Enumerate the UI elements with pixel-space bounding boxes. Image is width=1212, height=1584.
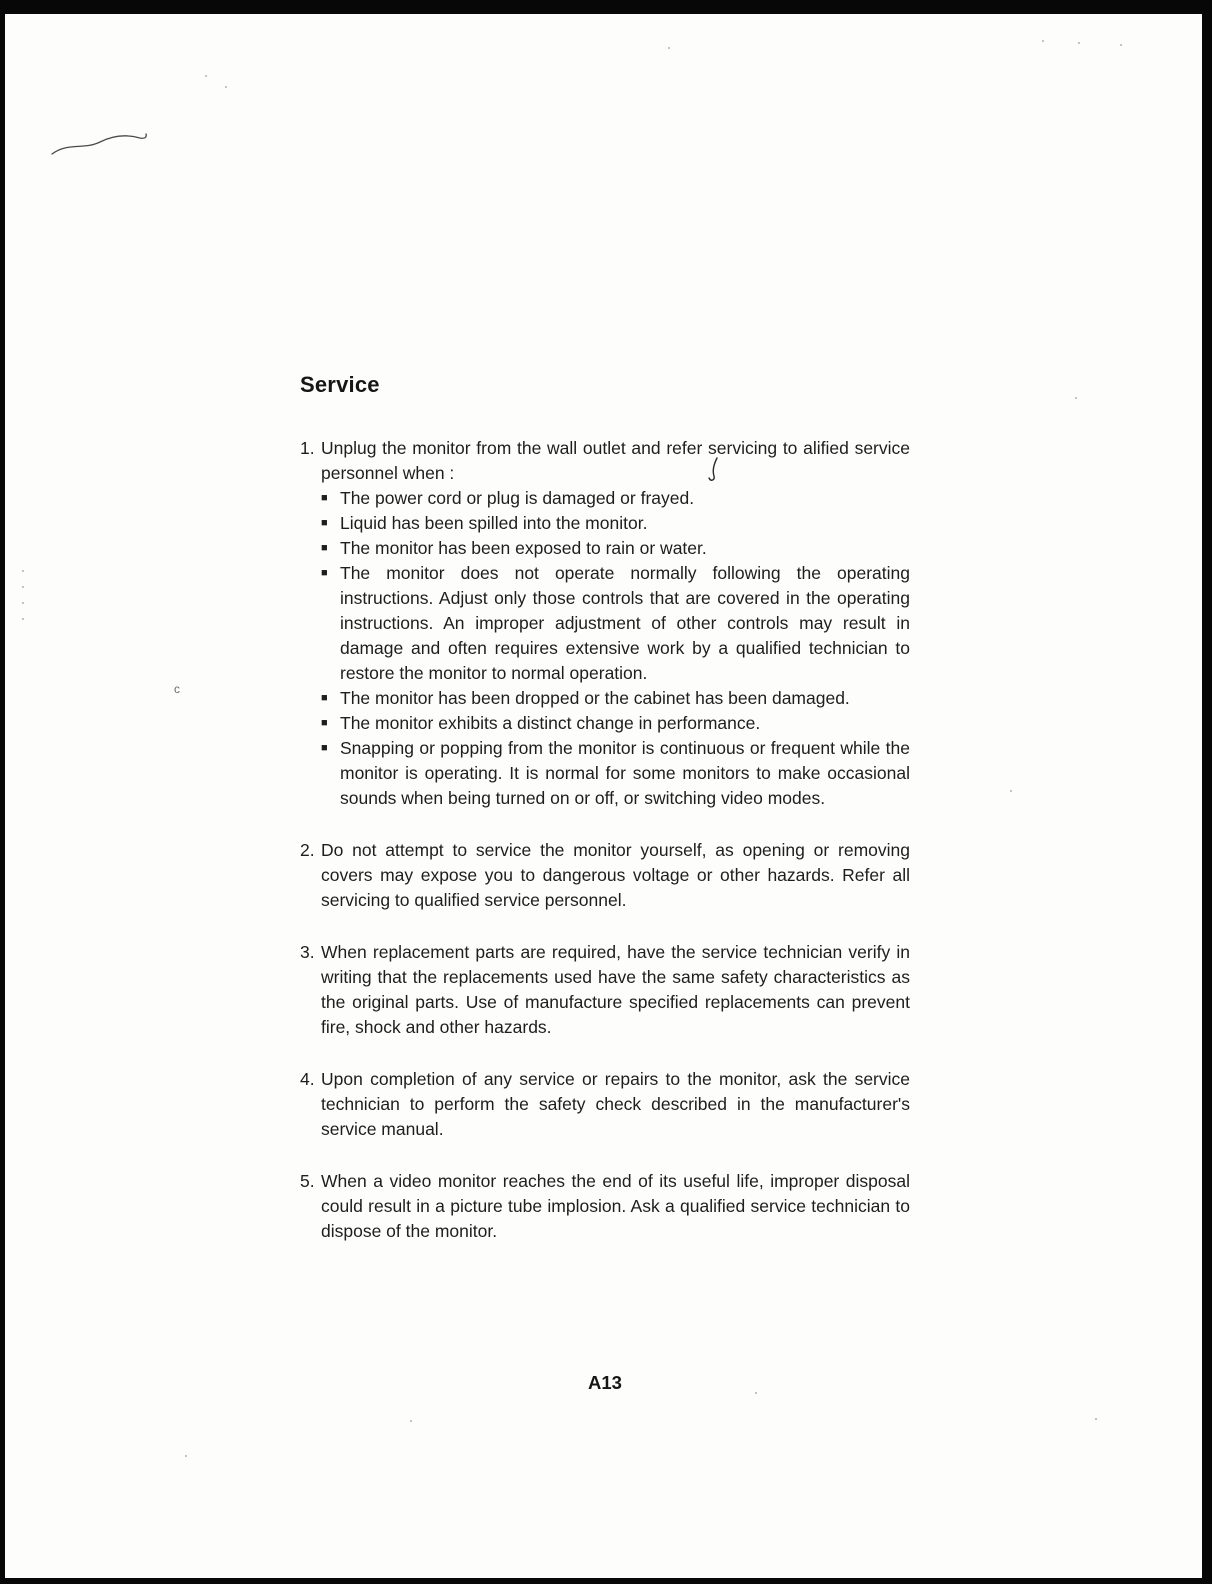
bullet-square-icon: ■	[321, 517, 328, 529]
scan-speck	[22, 570, 24, 572]
bullet-text: The monitor exhibits a distinct change in performance.	[340, 713, 761, 733]
scan-speck	[205, 75, 207, 77]
bullet-square-icon: ■	[321, 717, 328, 729]
scan-mark-c: c	[174, 682, 180, 696]
item-number: 5.	[300, 1171, 315, 1191]
list-item	[300, 1169, 910, 1244]
bullet-square-icon: ■	[321, 567, 328, 579]
bullet-square-icon: ■	[321, 742, 328, 754]
scan-edge-top	[0, 0, 1212, 14]
item-text: Upon completion of any service or repairs to the monitor, ask the service technician to perform the safety check described in the manufacturer's service manual.	[321, 1069, 910, 1139]
item-text: When replacement parts are required, have the service technician verify in writing that the replacements used have the same safety characteristics as the original parts. Use of manufacture specified replacements can prevent fire, shock and other hazards.	[321, 942, 910, 1037]
bullet-item	[321, 711, 910, 736]
bullet-text: Snapping or popping from the monitor is continuous or frequent while the monitor is operating. It is normal for some monitors to make occasional sounds when being turned on or off, or switching video modes.	[340, 738, 910, 808]
bullet-item	[321, 736, 910, 811]
scan-speck	[1095, 1418, 1097, 1420]
bullet-square-icon: ■	[321, 492, 328, 504]
scan-speck	[1075, 397, 1077, 399]
scan-edge-right	[1202, 0, 1212, 1584]
list-item	[300, 1067, 910, 1142]
item-number: 1.	[300, 438, 315, 458]
scan-speck	[668, 47, 670, 49]
bullet-text: The monitor has been exposed to rain or water.	[340, 538, 707, 558]
scan-edge-bottom	[0, 1578, 1212, 1584]
item-number: 3.	[300, 942, 315, 962]
list-item	[300, 838, 910, 913]
bullet-item	[321, 686, 910, 711]
list-item	[300, 436, 910, 811]
bullet-text: Liquid has been spilled into the monitor.	[340, 513, 648, 533]
bullet-item	[321, 486, 910, 511]
scan-speck	[1078, 42, 1080, 44]
scan-speck	[1042, 40, 1044, 42]
scan-speck	[1010, 790, 1012, 792]
bullet-list	[321, 486, 910, 811]
item-text: When a video monitor reaches the end of its useful life, improper disposal could result in a picture tube implosion. Ask a qualified service technician to dispose of the monitor.	[321, 1171, 910, 1241]
scan-speck	[22, 586, 24, 588]
bullet-square-icon: ■	[321, 692, 328, 704]
scan-speck	[225, 86, 227, 88]
scan-edge-left	[0, 0, 5, 1584]
bullet-item	[321, 511, 910, 536]
bullet-text: The monitor does not operate normally following the operating instructions. Adjust only those controls that are covered in the operating instructions. An improper adjustment of other controls may result in damage and often requires extensive work by a qualified technician to restore the monitor to normal operation.	[340, 563, 910, 683]
page-content	[300, 372, 910, 1394]
scan-speck	[1120, 44, 1122, 46]
item-number: 2.	[300, 840, 315, 860]
section-title: Service	[300, 372, 380, 397]
bullet-item	[321, 561, 910, 686]
list-item	[300, 940, 910, 1040]
scan-speck	[22, 602, 24, 604]
pen-squiggle-mark	[50, 128, 150, 162]
page-number: A13	[588, 1372, 622, 1393]
bullet-text: The monitor has been dropped or the cabinet has been damaged.	[340, 688, 850, 708]
scan-speck	[185, 1455, 187, 1457]
item-text: Unplug the monitor from the wall outlet and refer servicing to alified service personnel when :	[321, 438, 910, 483]
bullet-square-icon: ■	[321, 542, 328, 554]
bullet-text: The power cord or plug is damaged or frayed.	[340, 488, 695, 508]
item-number: 4.	[300, 1069, 315, 1089]
scan-speck	[410, 1420, 412, 1422]
item-text: Do not attempt to service the monitor yourself, as opening or removing covers may expose you to dangerous voltage or other hazards. Refer all servicing to qualified service personnel.	[321, 840, 910, 910]
scan-speck	[22, 618, 24, 620]
bullet-item	[321, 536, 910, 561]
